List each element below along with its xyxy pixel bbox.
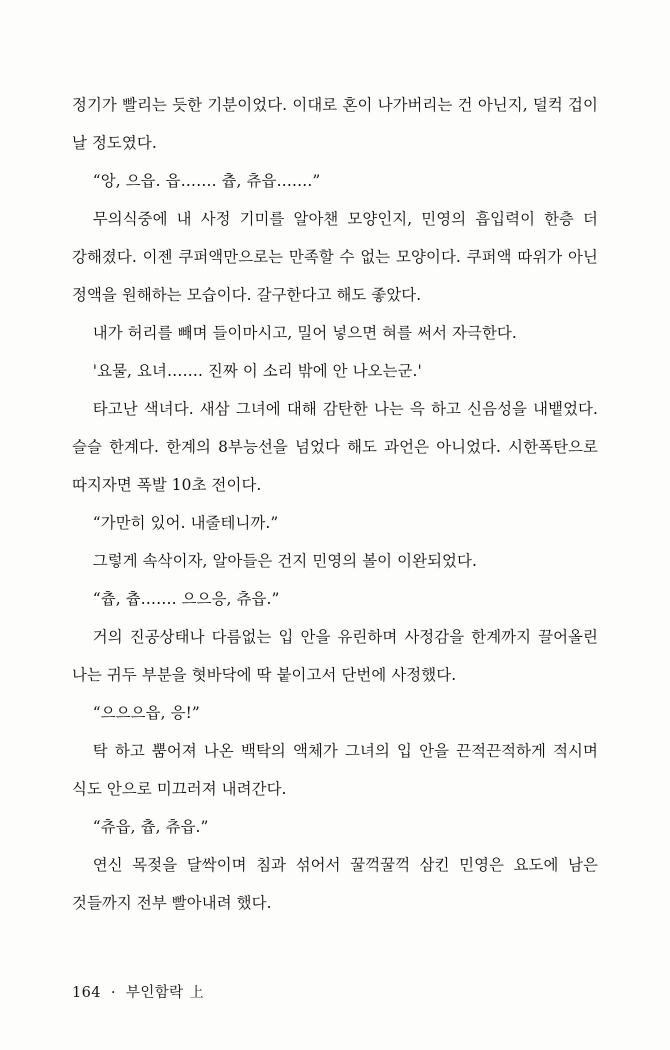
dialogue-line: “앙, 으읍. 읍……. 츕, 츄읍…….” [92, 172, 321, 190]
paragraph: 내가 허리를 빼며 들이마시고, 밀어 넣으면 혀를 써서 자극한다. [92, 324, 517, 342]
paragraph: 타고난 색녀다. 새삼 그녀에 대해 감탄한 나는 윽 하고 신음성을 내뱉었다. 슬슬 한계다. 한계의 8부능선을 넘었다 해도 과언은 아니었다. 시한폭탄으로 따지자면 폭발 10초 전이다. [72, 400, 598, 494]
page-number: 164 [72, 985, 101, 1001]
dialogue-line: “츕, 츕……. 으으응, 츄읍.” [92, 590, 280, 608]
dialogue-line: “가만히 있어. 내줄테니까.” [92, 514, 279, 532]
paragraph: 연신 목젖을 달싹이며 침과 섞어서 꿀꺽꿀꺽 삼킨 민영은 요도에 남은 것들까지 전부 빨아내려 했다. [72, 856, 598, 912]
paragraph: 정기가 빨리는 듯한 기분이었다. 이대로 혼이 나가버리는 건 아닌지, 덜컥 겁이 날 정도였다. [72, 96, 598, 152]
page-footer [72, 981, 204, 1002]
book-title: 부인함락 [125, 985, 184, 1001]
footer-separator: · [110, 985, 116, 1001]
paragraph: 그렇게 속삭이자, 알아들은 건지 민영의 볼이 이완되었다. [92, 552, 477, 570]
paragraph: 거의 진공상태나 다름없는 입 안을 유린하며 사정감을 한계까지 끌어올린 나는 귀두 부분을 혓바닥에 딱 붙이고서 단번에 사정했다. [72, 628, 598, 684]
paragraph: 무의식중에 내 사정 기미를 알아챈 모양인지, 민영의 흡입력이 한층 더 강해졌다. 이젠 쿠퍼액만으로는 만족할 수 없는 모양이다. 쿠퍼액 따위가 아닌 정액을 원해하는 모습이다. 갈구한다고 해도 좋았다. [72, 210, 598, 304]
dialogue-line: '요물, 요녀……. 진짜 이 소리 밖에 안 나오는군.' [92, 362, 422, 380]
dialogue-line: “츄읍, 츕, 츄읍.” [92, 818, 209, 836]
book-volume: 上 [189, 985, 204, 1001]
dialogue-line: “으으으읍, 응!” [92, 704, 200, 722]
page-body [72, 86, 598, 922]
paragraph: 탁 하고 뿜어져 나온 백탁의 액체가 그녀의 입 안을 끈적끈적하게 적시며 식도 안으로 미끄러져 내려간다. [72, 742, 598, 798]
